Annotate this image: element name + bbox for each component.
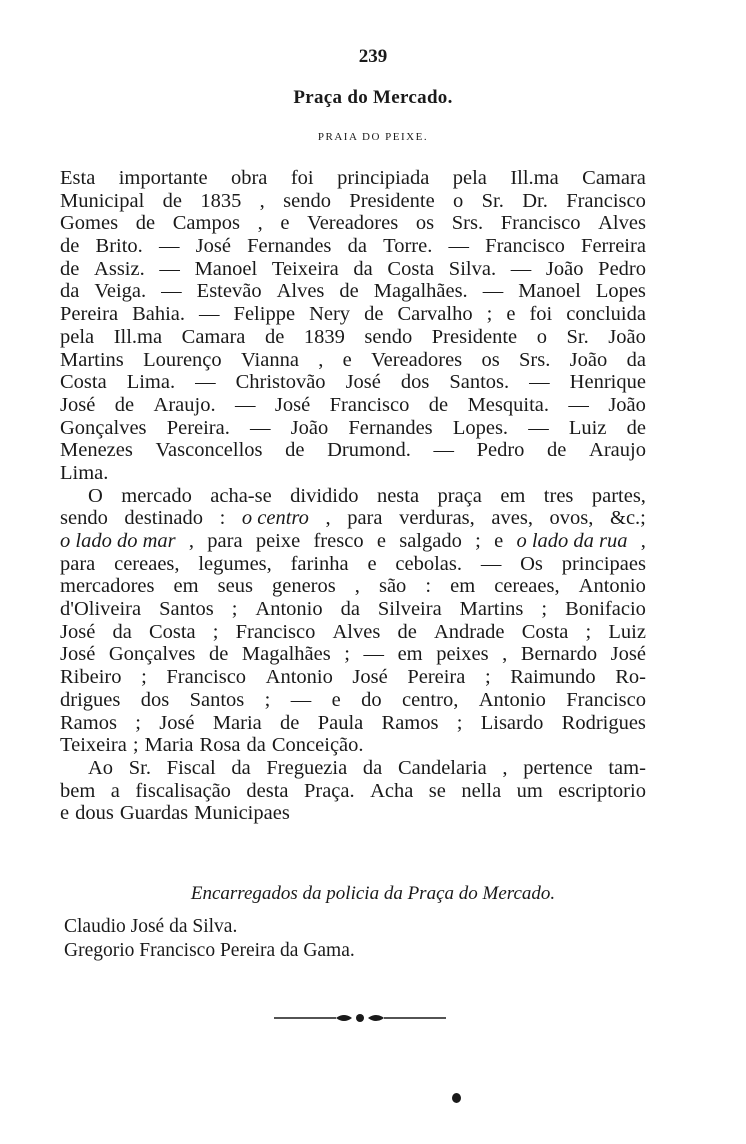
text-line: d'Oliveira Santos ; Antonio da Silveira Martins ; Bonifacio — [60, 598, 646, 621]
text-line: e dous Guardas Municipaes — [60, 802, 290, 825]
text-line: José da Costa ; Francisco Alves de Andrade Costa ; Luiz — [60, 620, 646, 643]
ornament-rule — [272, 1011, 448, 1025]
text-line: pela Ill.ma Camara de 1839 sendo Presidente o Sr. João — [60, 325, 646, 348]
text-line: para cereaes, legumes, farinha e cebolas. — Os principaes — [60, 552, 646, 575]
text-line: Ao Sr. Fiscal da Freguezia da Candelaria , pertence tam- — [88, 756, 646, 779]
text-line: Esta importante obra foi principiada pela Ill.ma Camara — [60, 167, 646, 189]
text-line: José de Araujo. — José Francisco de Mesquita. — João — [60, 393, 646, 416]
text-line: Pereira Bahia. — Felippe Nery de Carvalho ; e foi concluida — [60, 303, 646, 326]
text-line: mercadores em seus generos , são : em cereaes, Antonio — [60, 575, 646, 598]
text-line: Menezes Vasconcellos de Drumond. — Pedro de Araujo — [60, 439, 646, 462]
text-line: bem a fiscalisação desta Praça. Acha se nella um escriptorio — [60, 779, 646, 802]
officials-list — [64, 915, 355, 963]
text-line: Teixeira ; Maria Rosa da Conceição. — [60, 734, 364, 757]
text-line: José Gonçalves de Magalhães ; — em peixes , Bernardo José — [60, 643, 646, 666]
text-line: Costa Lima. — Christovão José dos Santos. — Henrique — [60, 371, 646, 394]
text-line: Municipal de 1835 , sendo Presidente o Sr. Dr. Francisco — [60, 189, 646, 212]
body-text — [60, 167, 646, 825]
text-line: Ribeiro ; Francisco Antonio José Pereira ; Raimundo Ro- — [60, 666, 646, 689]
page-subtitle: PRAIA DO PEIXE. — [317, 131, 429, 143]
official-name: Claudio José da Silva. — [64, 916, 238, 937]
text-line: O mercado acha-se dividido nesta praça em tres partes, — [88, 484, 646, 507]
text-line: sendo destinado : o centro , para verduras, aves, ovos, &c.; — [60, 507, 646, 530]
text-line: da Veiga. — Estevão Alves de Magalhães. — Manoel Lopes — [60, 280, 646, 303]
text-line: Ramos ; José Maria de Paula Ramos ; Lisardo Rodrigues — [60, 711, 646, 734]
text-line: de Assiz. — Manoel Teixeira da Costa Silva. — João Pedro — [60, 257, 646, 280]
text-line: de Brito. — José Fernandes da Torre. — Francisco Ferreira — [60, 235, 646, 258]
section-heading: Encarregados da policia da Praça do Mercado. — [190, 883, 556, 904]
page-title: Praça do Mercado. — [293, 87, 453, 108]
text-line: o lado do mar , para peixe fresco e salgado ; e o lado da rua , — [60, 530, 646, 552]
ink-dot — [452, 1093, 461, 1103]
page-number: 239 — [358, 46, 388, 67]
official-name: Gregorio Francisco Pereira da Gama. — [64, 940, 355, 961]
text-line: Martins Lourenço Vianna , e Vereadores os Srs. João da — [60, 348, 646, 371]
text-line: drigues dos Santos ; — e do centro, Antonio Francisco — [60, 688, 646, 711]
text-line: Lima. — [60, 461, 109, 484]
text-line: Gonçalves Pereira. — João Fernandes Lopes. — Luiz de — [60, 416, 646, 439]
text-line: Gomes de Campos , e Vereadores os Srs. Francisco Alves — [60, 212, 646, 235]
